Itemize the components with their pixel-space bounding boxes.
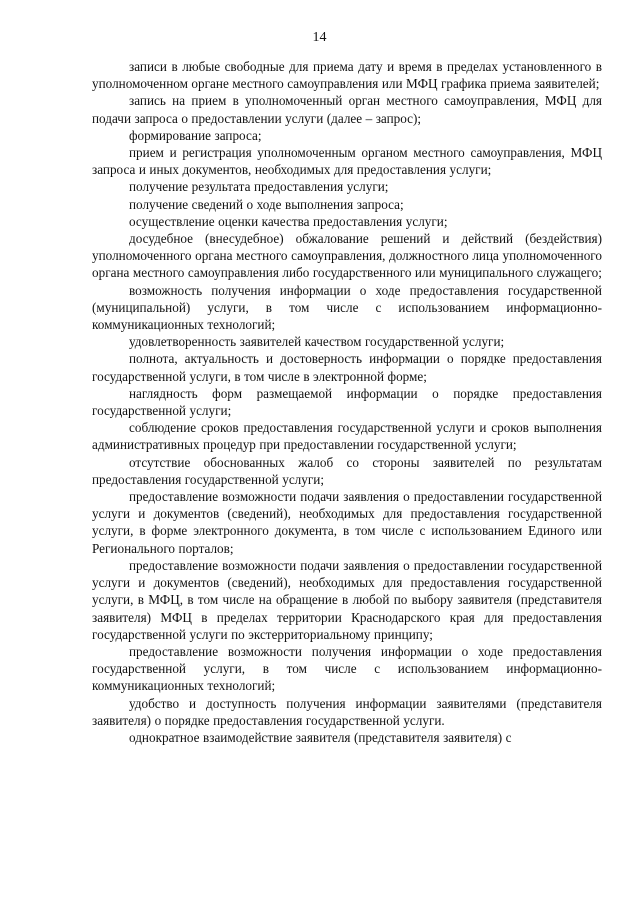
paragraph: запись на прием в уполномоченный орган местного самоуправления, МФЦ для подачи запроса о предоставлении услуги (далее – запрос); <box>92 93 602 126</box>
page-number: 14 <box>312 30 327 45</box>
paragraph: предоставление возможности подачи заявления о предоставлении государственной услуги и документов (сведений), необходимых для предоставления государственной услуги, в форме электронного документа, в том числе с использованием Единого или Регионального порталов; <box>92 489 602 556</box>
paragraph: предоставление возможности получения информации о ходе предоставления государственной услуги, в том числе с использованием информационно-коммуникационных технологий; <box>92 643 602 694</box>
paragraph: формирование запроса; <box>129 127 262 143</box>
paragraph: записи в любые свободные для приема дату и время в пределах установленного в уполномоченном органе местного самоуправления или МФЦ графика приема заявителей; <box>92 59 602 92</box>
paragraph: удовлетворенность заявителей качеством государственной услуги; <box>129 334 505 350</box>
paragraph: досудебное (внесудебное) обжалование решений и действий (бездействия) уполномоченного органа местного самоуправления, должностного лица уполномоченного органа местного самоуправления либо государственного или муниципального служащего; <box>92 231 602 281</box>
paragraph: отсутствие обоснованных жалоб со стороны заявителей по результатам предоставления государственной услуги; <box>92 454 602 487</box>
paragraph: предоставление возможности подачи заявления о предоставлении государственной услуги и документов (сведений), необходимых для предоставления государственной услуги, в МФЦ, в том числе на обращение в любой по выбору заявителя (представителя заявителя) МФЦ в пределах территории Краснодарского края для предоставления государственной услуги по экстерриториальному принципу; <box>92 557 602 642</box>
paragraph: прием и регистрация уполномоченным органом местного самоуправления, МФЦ запроса и иных документов, необходимых для предоставления услуги; <box>92 145 602 178</box>
paragraph: осуществление оценки качества предоставления услуги; <box>129 213 448 229</box>
paragraph: удобство и доступность получения информации заявителями (представителя заявителя) о порядке предоставления государственной услуги. <box>92 695 602 728</box>
paragraph: однократное взаимодействие заявителя (представителя заявителя) с <box>129 729 512 745</box>
paragraph: получение результата предоставления услуги; <box>129 179 389 195</box>
paragraph: полнота, актуальность и достоверность информации о порядке предоставления государственной услуги, в том числе в электронной форме; <box>92 351 602 384</box>
paragraph: получение сведений о ходе выполнения запроса; <box>129 196 404 212</box>
document-body <box>92 58 602 746</box>
paragraph: возможность получения информации о ходе предоставления государственной (муниципальной) услуги, в том числе с использованием информационно-коммуникационных технологий; <box>92 282 602 333</box>
paragraph: соблюдение сроков предоставления государственной услуги и сроков выполнения административных процедур при предоставлении государственной услуги; <box>92 420 602 453</box>
paragraph: наглядность форм размещаемой информации о порядке предоставления государственной услуги; <box>92 385 602 419</box>
